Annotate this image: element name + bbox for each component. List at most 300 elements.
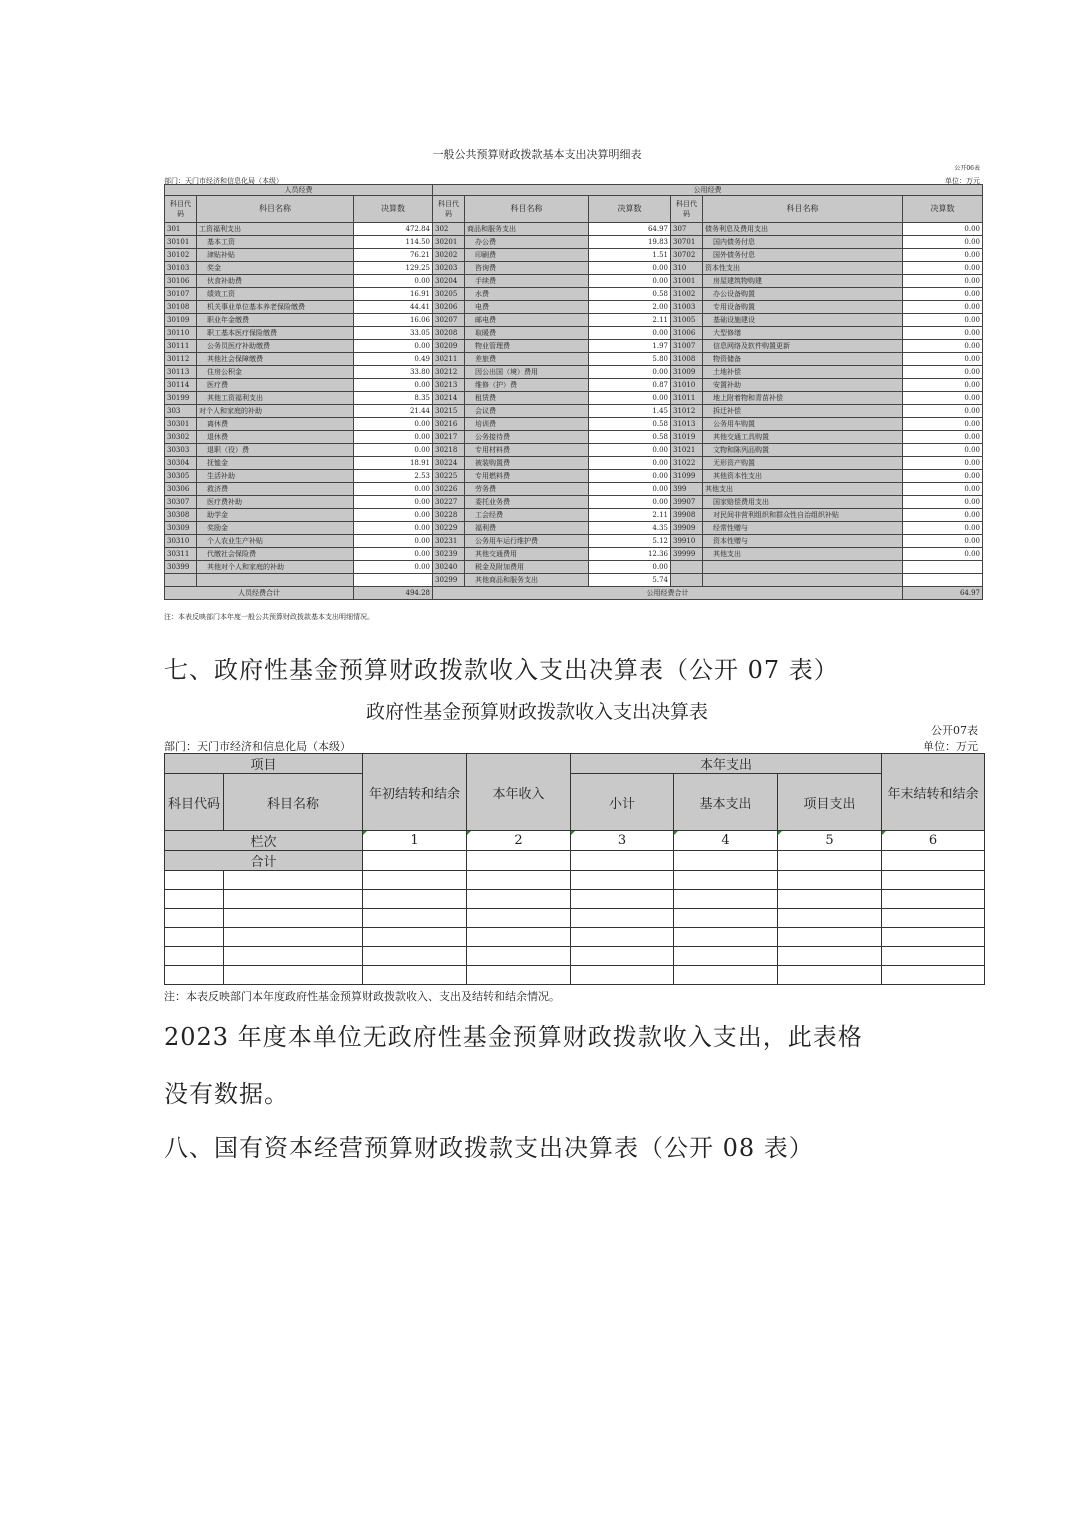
table-cell: 5.74 (589, 574, 671, 587)
table-cell: 职工基本医疗保险缴费 (197, 327, 354, 340)
table-cell: 31019 (671, 431, 703, 444)
table-cell: 30309 (165, 522, 197, 535)
table-cell: 0.00 (589, 483, 671, 496)
table-cell: 0.00 (589, 327, 671, 340)
table-cell: 31013 (671, 418, 703, 431)
table-cell: 差旅费 (465, 353, 589, 366)
table-cell: 30310 (165, 535, 197, 548)
table-cell: 经常性赠与 (703, 522, 903, 535)
table-cell: 奖金 (197, 262, 354, 275)
table-cell: 30218 (433, 444, 465, 457)
table1-code: 公开06表 (954, 165, 980, 172)
header-subtotal: 小计 (571, 774, 674, 831)
table-row (165, 236, 983, 249)
table-cell: 30201 (433, 236, 465, 249)
table-cell: 基础设施建设 (703, 314, 903, 327)
table-cell: 基本工资 (197, 236, 354, 249)
table-cell: 代缴社会保险费 (197, 548, 354, 561)
no-data-paragraph-line1: 2023 年度本单位无政府性基金预算财政拨款收入支出，此表格 (164, 1023, 863, 1051)
table-cell: 委托业务费 (465, 496, 589, 509)
table-row (165, 535, 983, 548)
table-cell: 30701 (671, 236, 703, 249)
table-cell: 公务员医疗补助缴费 (197, 340, 354, 353)
table-cell: 31010 (671, 379, 703, 392)
table-cell: 退休费 (197, 431, 354, 444)
table-cell: 0.00 (903, 288, 983, 301)
table-cell: 30303 (165, 444, 197, 457)
col-number: 1 (363, 831, 467, 851)
table-cell: 信息网络及软件购置更新 (703, 340, 903, 353)
table-cell: 专用材料费 (465, 444, 589, 457)
table-cell: 30217 (433, 431, 465, 444)
table-cell: 办公费 (465, 236, 589, 249)
table-cell: 0.00 (354, 431, 433, 444)
table-cell: 8.35 (354, 392, 433, 405)
table-cell: 1.45 (589, 405, 671, 418)
table-cell: 0.58 (589, 418, 671, 431)
table-cell: 30114 (165, 379, 197, 392)
table-cell: 31008 (671, 353, 703, 366)
table-cell: 专用燃料费 (465, 470, 589, 483)
table-cell: 住房公积金 (197, 366, 354, 379)
table-row (165, 366, 983, 379)
table-cell: 0.00 (354, 535, 433, 548)
col-header: 决算数 (903, 196, 983, 223)
table-cell: 0.00 (354, 275, 433, 288)
table-cell: 30307 (165, 496, 197, 509)
table-cell: 0.00 (903, 223, 983, 236)
table-cell: 办公设备购置 (703, 288, 903, 301)
table-cell: 302 (433, 223, 465, 236)
table-cell: 0.00 (589, 262, 671, 275)
table-cell: 0.00 (589, 444, 671, 457)
table-row (165, 871, 985, 890)
col-header: 科目名称 (197, 196, 354, 223)
table-cell: 30239 (433, 548, 465, 561)
table-row (165, 457, 983, 470)
header-basic: 基本支出 (674, 774, 778, 831)
table-cell: 拆迁补偿 (703, 405, 903, 418)
table-cell: 0.00 (903, 340, 983, 353)
table-cell: 30240 (433, 561, 465, 574)
table-cell: 工会经费 (465, 509, 589, 522)
table-cell: 2.00 (589, 301, 671, 314)
table-cell: 0.00 (903, 444, 983, 457)
table-cell: 39907 (671, 496, 703, 509)
table-cell: 0.00 (903, 327, 983, 340)
header-name: 科目名称 (224, 774, 363, 831)
table-cell: 31006 (671, 327, 703, 340)
table-cell: 2.53 (354, 470, 433, 483)
table-cell: 0.00 (354, 522, 433, 535)
table-cell: 30208 (433, 327, 465, 340)
header-item: 项目 (165, 754, 363, 774)
table1-title: 一般公共预算财政拨款基本支出决算明细表 (432, 148, 642, 161)
table-cell: 0.00 (903, 262, 983, 275)
table-row (165, 262, 983, 275)
table-cell: 0.00 (903, 275, 983, 288)
table-cell: 抚恤金 (197, 457, 354, 470)
table-cell: 30204 (433, 275, 465, 288)
table-cell: 1.97 (589, 340, 671, 353)
cell-empty (778, 851, 882, 871)
table-cell: 0.00 (903, 496, 983, 509)
table-cell: 0.00 (589, 275, 671, 288)
table-cell: 救济费 (197, 483, 354, 496)
table-cell: 地上附着物和青苗补偿 (703, 392, 903, 405)
table-cell: 5.12 (589, 535, 671, 548)
table-cell: 0.00 (354, 548, 433, 561)
table-cell: 30213 (433, 379, 465, 392)
table-cell: 伙食补助费 (197, 275, 354, 288)
table-cell: 0.00 (354, 509, 433, 522)
table-cell: 绩效工资 (197, 288, 354, 301)
table-cell: 0.00 (354, 483, 433, 496)
table-cell: 手续费 (465, 275, 589, 288)
table-row (165, 496, 983, 509)
table-row (165, 947, 985, 966)
col-header: 科目代码 (165, 196, 197, 223)
table-cell: 30203 (433, 262, 465, 275)
table-cell: 30311 (165, 548, 197, 561)
table-cell: 其他资本性支出 (703, 470, 903, 483)
table-cell: 0.00 (354, 561, 433, 574)
table-cell: 21.44 (354, 405, 433, 418)
table-cell: 取暖费 (465, 327, 589, 340)
table-row (165, 301, 983, 314)
section-8-heading: 八、国有资本经营预算财政拨款支出决算表（公开 08 表） (164, 1134, 814, 1162)
table-cell: 0.00 (589, 392, 671, 405)
table-row (165, 223, 983, 236)
table-cell: 30224 (433, 457, 465, 470)
table-cell: 31002 (671, 288, 703, 301)
table-cell: 30304 (165, 457, 197, 470)
table-cell: 30112 (165, 353, 197, 366)
table-cell: 专用设备购置 (703, 301, 903, 314)
table-cell: 31009 (671, 366, 703, 379)
col-header: 科目名称 (703, 196, 903, 223)
table-cell: 0.00 (354, 379, 433, 392)
table-cell: 债务利息及费用支出 (703, 223, 903, 236)
table-cell: 30109 (165, 314, 197, 327)
group-public-header: 公用经费 (433, 185, 983, 196)
table-cell: 0.00 (903, 509, 983, 522)
table-cell: 咨询费 (465, 262, 589, 275)
table-cell: 租赁费 (465, 392, 589, 405)
public-total-value: 64.97 (903, 587, 983, 600)
col-header: 科目代码 (433, 196, 465, 223)
table-cell: 0.00 (354, 444, 433, 457)
table-cell: 0.00 (903, 392, 983, 405)
table-cell: 33.80 (354, 366, 433, 379)
table-cell: 国内债务付息 (703, 236, 903, 249)
table-cell: 30101 (165, 236, 197, 249)
table-cell: 0.00 (903, 470, 983, 483)
table-cell: 无形资产购置 (703, 457, 903, 470)
table-cell: 16.91 (354, 288, 433, 301)
table-cell: 19.83 (589, 236, 671, 249)
header-code: 科目代码 (165, 774, 224, 831)
table-cell: 其他支出 (703, 483, 903, 496)
table-cell: 30202 (433, 249, 465, 262)
table-cell: 0.00 (903, 483, 983, 496)
table-cell: 0.00 (903, 418, 983, 431)
table-cell: 税金及附加费用 (465, 561, 589, 574)
cell-empty (363, 851, 467, 871)
table-cell: 电费 (465, 301, 589, 314)
table-cell (903, 574, 983, 587)
table-cell: 物资储备 (703, 353, 903, 366)
table2-department: 部门：天门市经济和信息化局（本级） (164, 740, 351, 753)
table-cell: 30206 (433, 301, 465, 314)
table-cell: 因公出国（境）费用 (465, 366, 589, 379)
col-header: 决算数 (589, 196, 671, 223)
table2-code: 公开07表 (931, 724, 978, 737)
table-cell (903, 561, 983, 574)
table-cell: 30215 (433, 405, 465, 418)
table-cell: 医疗费补助 (197, 496, 354, 509)
table-row (165, 561, 983, 574)
table-cell: 水费 (465, 288, 589, 301)
table-cell: 39999 (671, 548, 703, 561)
table-cell (354, 574, 433, 587)
header-project: 项目支出 (778, 774, 882, 831)
personnel-total-label: 人员经费合计 (165, 587, 354, 600)
table-row (165, 353, 983, 366)
table-cell: 0.00 (354, 418, 433, 431)
header-end-balance: 年末结转和结余 (882, 754, 985, 831)
table-cell: 30399 (165, 561, 197, 574)
table-cell: 301 (165, 223, 197, 236)
table-cell: 0.00 (903, 548, 983, 561)
cell-empty (674, 851, 778, 871)
table-cell: 国外债务付息 (703, 249, 903, 262)
table-row (165, 470, 983, 483)
table-cell: 国家赔偿费用支出 (703, 496, 903, 509)
table-cell: 30299 (433, 574, 465, 587)
table-cell: 维修（护）费 (465, 379, 589, 392)
table-cell: 30211 (433, 353, 465, 366)
header-income: 本年收入 (467, 754, 571, 831)
table-row (165, 275, 983, 288)
table-cell: 5.80 (589, 353, 671, 366)
table-row (165, 966, 985, 985)
table-cell (703, 574, 903, 587)
table-cell: 30102 (165, 249, 197, 262)
table-cell: 土地补偿 (703, 366, 903, 379)
table-row (165, 418, 983, 431)
table-cell: 退职（役）费 (197, 444, 354, 457)
table-row (165, 314, 983, 327)
table-row (165, 909, 985, 928)
table-cell: 0.00 (903, 457, 983, 470)
table2-title: 政府性基金预算财政拨款收入支出决算表 (365, 701, 708, 723)
public-total-label: 公用经费合计 (433, 587, 903, 600)
table-cell: 0.00 (354, 340, 433, 353)
table-cell: 对民间非营利组织和群众性自治组织补贴 (703, 509, 903, 522)
col-number: 4 (674, 831, 778, 851)
table-cell: 会议费 (465, 405, 589, 418)
table-row (165, 392, 983, 405)
table-cell: 30106 (165, 275, 197, 288)
table-cell: 津贴补贴 (197, 249, 354, 262)
table-cell: 30225 (433, 470, 465, 483)
table-cell: 129.25 (354, 262, 433, 275)
table-cell: 399 (671, 483, 703, 496)
table-cell: 0.00 (589, 561, 671, 574)
table-cell: 39908 (671, 509, 703, 522)
table-row (165, 548, 983, 561)
table-cell: 安置补助 (703, 379, 903, 392)
table-row (165, 249, 983, 262)
table-cell: 30306 (165, 483, 197, 496)
table-cell: 0.00 (589, 457, 671, 470)
table-cell: 39909 (671, 522, 703, 535)
table-cell: 1.51 (589, 249, 671, 262)
table-cell: 其他支出 (703, 548, 903, 561)
table-cell: 33.05 (354, 327, 433, 340)
table-cell: 30308 (165, 509, 197, 522)
table2-unit: 单位：万元 (923, 740, 978, 753)
table-cell: 30228 (433, 509, 465, 522)
table-cell: 资本性赠与 (703, 535, 903, 548)
table-cell: 31021 (671, 444, 703, 457)
table-cell: 0.00 (903, 379, 983, 392)
table-cell: 房屋建筑物购建 (703, 275, 903, 288)
table-cell: 0.00 (903, 431, 983, 444)
table1-unit: 单位：万元 (945, 177, 980, 185)
no-data-paragraph-line2: 没有数据。 (164, 1080, 289, 1108)
section-7-heading: 七、政府性基金预算财政拨款收入支出决算表（公开 07 表） (164, 656, 839, 684)
table-cell: 31012 (671, 405, 703, 418)
table-cell: 0.00 (903, 535, 983, 548)
table-cell: 39910 (671, 535, 703, 548)
table-cell: 0.58 (589, 288, 671, 301)
table-cell: 其他交通工具购置 (703, 431, 903, 444)
table-cell: 奖励金 (197, 522, 354, 535)
row-total-label: 合计 (165, 851, 363, 871)
table-cell: 30207 (433, 314, 465, 327)
table-cell: 文物和陈列品购置 (703, 444, 903, 457)
table-cell: 0.00 (903, 236, 983, 249)
table-cell: 其他工资福利支出 (197, 392, 354, 405)
table-cell: 30702 (671, 249, 703, 262)
table-cell: 其他对个人和家庭的补助 (197, 561, 354, 574)
table-cell: 31099 (671, 470, 703, 483)
cell-empty (882, 851, 985, 871)
table-cell (197, 574, 354, 587)
table-row (165, 444, 983, 457)
header-begin-balance: 年初结转和结余 (363, 754, 467, 831)
table-cell: 30108 (165, 301, 197, 314)
table-cell: 0.00 (589, 496, 671, 509)
table-cell: 邮电费 (465, 314, 589, 327)
table-cell: 12.36 (589, 548, 671, 561)
table-cell: 生活补助 (197, 470, 354, 483)
table-row (165, 509, 983, 522)
table-cell: 16.06 (354, 314, 433, 327)
gov-fund-table (164, 753, 985, 985)
table-cell: 其他交通费用 (465, 548, 589, 561)
table-cell: 30226 (433, 483, 465, 496)
table-cell: 310 (671, 262, 703, 275)
table-cell: 30103 (165, 262, 197, 275)
table-cell: 0.49 (354, 353, 433, 366)
table-cell: 30209 (433, 340, 465, 353)
cell-empty (571, 851, 674, 871)
table-row (165, 928, 985, 947)
table-cell: 劳务费 (465, 483, 589, 496)
col-number: 2 (467, 831, 571, 851)
header-expense: 本年支出 (571, 754, 882, 774)
table-cell: 离休费 (197, 418, 354, 431)
table-cell: 0.00 (589, 366, 671, 379)
table-cell: 机关事业单位基本养老保险缴费 (197, 301, 354, 314)
table-cell: 44.41 (354, 301, 433, 314)
table-cell: 助学金 (197, 509, 354, 522)
table-cell: 资本性支出 (703, 262, 903, 275)
table-cell: 0.00 (903, 366, 983, 379)
table-cell: 31011 (671, 392, 703, 405)
table-cell (671, 574, 703, 587)
table-cell: 职业年金缴费 (197, 314, 354, 327)
table-cell: 30107 (165, 288, 197, 301)
table-cell: 对个人和家庭的补助 (197, 405, 354, 418)
col-number: 6 (882, 831, 985, 851)
table-cell: 31022 (671, 457, 703, 470)
table-cell: 30231 (433, 535, 465, 548)
table-cell: 307 (671, 223, 703, 236)
table-cell: 472.84 (354, 223, 433, 236)
table-cell: 0.00 (589, 470, 671, 483)
table-cell: 印刷费 (465, 249, 589, 262)
group-personnel-header: 人员经费 (165, 185, 433, 196)
table-row (165, 405, 983, 418)
table-row (165, 522, 983, 535)
table1-note: 注：本表反映部门本年度一般公共预算财政拨款基本支出明细情况。 (164, 613, 374, 621)
table-cell: 0.00 (903, 249, 983, 262)
table-cell: 工资福利支出 (197, 223, 354, 236)
personnel-total-value: 494.28 (354, 587, 433, 600)
table-cell: 30113 (165, 366, 197, 379)
col-header: 决算数 (354, 196, 433, 223)
table-cell: 30199 (165, 392, 197, 405)
basic-expenditure-table (164, 184, 983, 600)
table-row (165, 327, 983, 340)
table-cell: 0.00 (903, 353, 983, 366)
table-cell: 31007 (671, 340, 703, 353)
table-row (165, 379, 983, 392)
table-cell: 0.00 (903, 522, 983, 535)
table-cell: 64.97 (589, 223, 671, 236)
table-cell: 0.00 (903, 405, 983, 418)
table-cell: 303 (165, 405, 197, 418)
table-cell: 30216 (433, 418, 465, 431)
table-cell: 物业管理费 (465, 340, 589, 353)
col-number: 5 (778, 831, 882, 851)
table-cell: 被装购置费 (465, 457, 589, 470)
table2-note: 注：本表反映部门本年度政府性基金预算财政拨款收入、支出及结转和结余情况。 (164, 990, 560, 1003)
cell-empty (467, 851, 571, 871)
table-cell: 培训费 (465, 418, 589, 431)
table-cell: 其他社会保障缴费 (197, 353, 354, 366)
table-cell: 30227 (433, 496, 465, 509)
table-cell: 公务用车运行维护费 (465, 535, 589, 548)
table-cell: 2.11 (589, 509, 671, 522)
table-cell: 4.35 (589, 522, 671, 535)
table-cell: 0.00 (903, 314, 983, 327)
table-cell: 114.50 (354, 236, 433, 249)
